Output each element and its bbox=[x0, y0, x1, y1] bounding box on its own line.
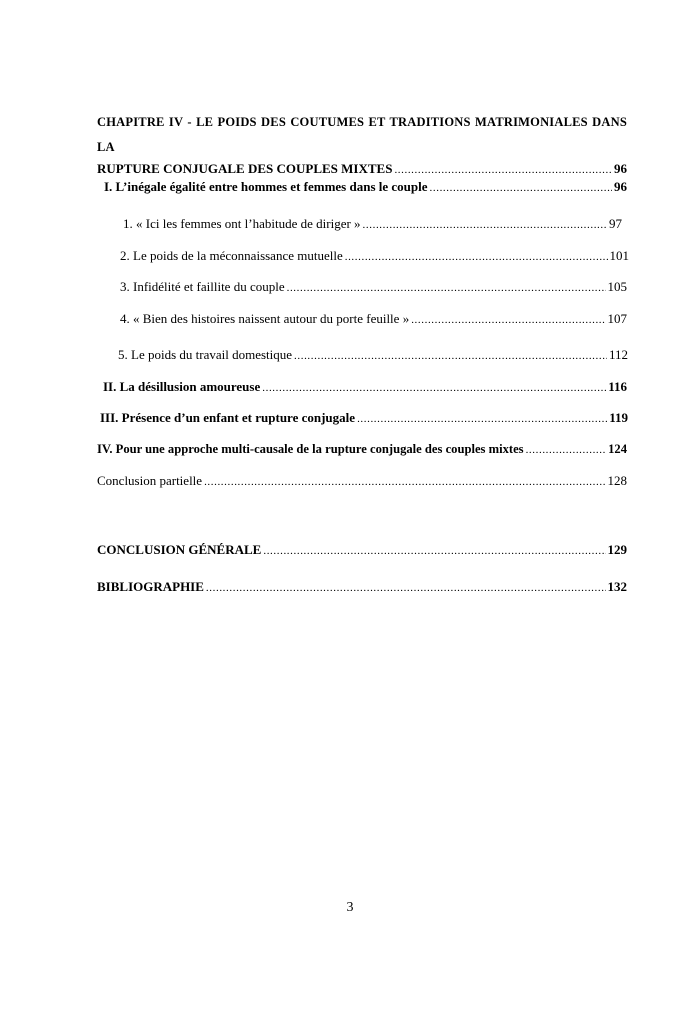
toc-entry-page: 124 bbox=[608, 442, 627, 456]
dot-leader bbox=[357, 410, 607, 428]
toc-entry-title: 1. « Ici les femmes ont l’habitude de diriger » bbox=[123, 216, 361, 231]
dot-leader bbox=[204, 473, 605, 491]
page-number: 3 bbox=[346, 900, 354, 915]
toc-entry-sub-4[interactable] bbox=[120, 310, 627, 329]
dot-leader bbox=[287, 279, 606, 297]
toc-entry-title: 3. Infidélité et faillite du couple bbox=[120, 279, 285, 294]
toc-entry-page: 119 bbox=[609, 410, 628, 425]
toc-entry-page: 101 bbox=[609, 248, 629, 263]
toc-entry-title: BIBLIOGRAPHIE bbox=[97, 579, 204, 594]
toc-entry-section-i[interactable] bbox=[104, 178, 627, 197]
toc-entry-title: 5. Le poids du travail domestique bbox=[118, 347, 293, 362]
toc-entry-title: CONCLUSION GÉNÉRALE bbox=[97, 542, 262, 557]
toc-entry-section-ii[interactable] bbox=[103, 378, 627, 397]
toc-entry-title: 2. Le poids de la méconnaissance mutuelle bbox=[120, 248, 343, 263]
toc-entry-title: II. La désillusion amoureuse bbox=[103, 379, 261, 394]
toc-entry-title: 4. « Bien des histoires naissent autour du porte feuille » bbox=[120, 311, 410, 326]
toc-entry-conclusion-partielle[interactable] bbox=[97, 472, 627, 491]
toc-entry-page: 129 bbox=[607, 542, 627, 557]
dot-leader bbox=[206, 579, 606, 597]
toc-entry-section-iii[interactable] bbox=[100, 409, 628, 428]
dot-leader bbox=[430, 179, 612, 197]
toc-entry-page: 105 bbox=[607, 279, 627, 294]
dot-leader bbox=[263, 542, 605, 560]
dot-leader bbox=[363, 216, 607, 234]
toc-entry-title: Conclusion partielle bbox=[97, 473, 203, 488]
dot-leader bbox=[294, 347, 607, 365]
toc-entry-page: 128 bbox=[607, 473, 627, 488]
chapter-title-line2-row bbox=[97, 160, 627, 179]
dot-leader bbox=[526, 441, 607, 459]
toc-entry-page: 116 bbox=[608, 379, 627, 394]
dot-leader bbox=[411, 311, 605, 329]
chapter-page-number: 96 bbox=[614, 161, 627, 176]
toc-entry-sub-2[interactable] bbox=[120, 247, 629, 266]
toc-entry-title: I. L’inégale égalité entre hommes et femmes dans le couple bbox=[104, 179, 428, 194]
toc-entry-sub-3[interactable] bbox=[120, 278, 627, 297]
toc-entry-sub-5[interactable] bbox=[118, 346, 628, 365]
toc-entry-bibliographie[interactable] bbox=[97, 578, 627, 597]
toc-entry-page: 107 bbox=[607, 311, 627, 326]
toc-entry-title: III. Présence d’un enfant et rupture conjugale bbox=[100, 410, 356, 425]
dot-leader bbox=[345, 248, 608, 266]
toc-entry-page: 96 bbox=[614, 179, 627, 194]
toc-chapter-iv[interactable] bbox=[97, 110, 627, 179]
toc-entry-section-iv[interactable] bbox=[97, 440, 627, 459]
toc-entry-page: 97 bbox=[609, 216, 622, 231]
toc-entry-conclusion-generale[interactable] bbox=[97, 541, 627, 560]
chapter-title-line2: RUPTURE CONJUGALE DES COUPLES MIXTES bbox=[97, 161, 393, 176]
dot-leader bbox=[394, 161, 612, 179]
chapter-title-line1: CHAPITRE IV - LE POIDS DES COUTUMES ET TRADITIONS MATRIMONIALES DANS LA bbox=[97, 115, 627, 154]
toc-entry-sub-1[interactable] bbox=[123, 215, 622, 234]
toc-entry-page: 112 bbox=[608, 347, 628, 362]
dot-leader bbox=[262, 379, 606, 397]
toc-entry-title: IV. Pour une approche multi-causale de la rupture conjugale des couples mixtes bbox=[97, 442, 524, 456]
toc-entry-page: 132 bbox=[607, 579, 627, 594]
